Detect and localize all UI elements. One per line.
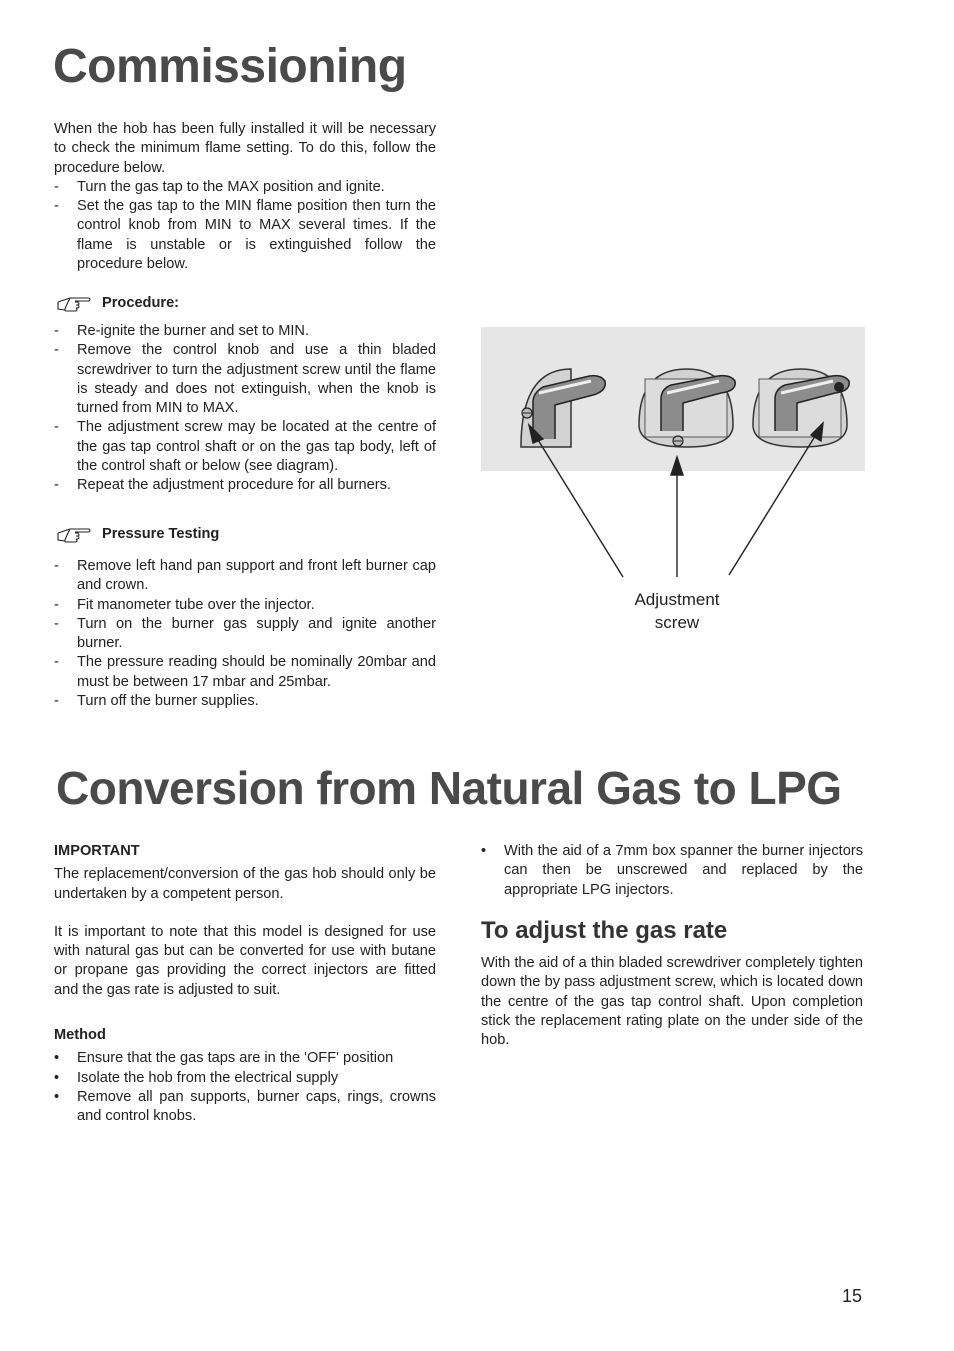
pointing-hand-icon (56, 524, 92, 544)
gas-tap-2 (639, 369, 735, 447)
conversion-title: Conversion from Natural Gas to LPG (56, 762, 842, 814)
pressure-testing-heading: Pressure Testing (56, 524, 219, 544)
pressure-steps (54, 557, 436, 711)
commissioning-intro-block (54, 120, 436, 274)
list-item: - Set the gas tap to the MIN flame position then turn the control knob from MIN to MAX several times. If the flame is unstable or is extinguished follow the procedure below. (54, 198, 436, 273)
method-heading: Method (54, 1027, 106, 1044)
list-item: • With the aid of a 7mm box spanner the burner injectors can then be unscrewed and replaced by the appropriate LPG injectors. (481, 843, 863, 898)
list-item: - The pressure reading should be nominally 20mbar and must be between 17 mbar and 25mbar. (54, 654, 436, 690)
list-item: - Remove the control knob and use a thin bladed screwdriver to turn the adjustment screw until the flame is steady and does not extinguish, when the knob is turned from MIN to MAX. (54, 342, 436, 417)
list-item: - Remove left hand pan support and front left burner cap and crown. (54, 558, 436, 594)
commissioning-title: Commissioning (53, 40, 407, 93)
list-item: • Ensure that the gas taps are in the 'OFF' position (54, 1050, 394, 1067)
important-heading: IMPORTANT (54, 843, 140, 859)
list-item: - Fit manometer tube over the injector. (54, 596, 315, 613)
gas-rate-heading: To adjust the gas rate (481, 917, 728, 944)
model-text: It is important to note that this model is designed for use with natural gas but can be converted for use with butane or propane gas providing the correct injectors are fitted and the gas rate is adjusted to suit. (54, 923, 436, 998)
commissioning-intro: When the hob has been fully installed it will be necessary to check the minimum flame setting. To do this, follow the procedure below. (54, 121, 436, 176)
list-item: - Turn off the burner supplies. (54, 693, 259, 710)
list-item: • Isolate the hob from the electrical supply (54, 1069, 339, 1086)
diagram-label-line1: Adjustment (634, 590, 720, 609)
list-item: - Re-ignite the burner and set to MIN. (54, 323, 309, 339)
procedure-steps (54, 322, 436, 496)
page-number: 15 (842, 1286, 863, 1306)
conversion-right-column (481, 842, 863, 900)
conversion-left-column (54, 842, 436, 1127)
gas-rate-text: With the aid of a thin bladed screwdriver completely tighten down the by pass adjustment screw, which is located down the centre of the gas tap control shaft. Upon completion stick the replacement rating plate on the under side of the hob. (481, 955, 863, 1049)
gas-tap-3 (753, 369, 849, 447)
list-item: - Repeat the adjustment procedure for all burners. (54, 477, 391, 494)
list-item: - Turn on the burner gas supply and ignite another burner. (54, 615, 436, 652)
list-item: - Turn the gas tap to the MAX position and ignite. (54, 178, 385, 195)
list-item: - The adjustment screw may be located at the centre of the gas tap control shaft or on the gas tap body, left of the control shaft or below (see diagram). (54, 419, 436, 475)
adjustment-screw-diagram (481, 327, 865, 637)
diagram-label-line2: screw (654, 613, 700, 632)
pointing-hand-icon (56, 293, 92, 313)
important-text: The replacement/conversion of the gas hob should only be undertaken by a competent person. (54, 866, 436, 902)
procedure-heading: Procedure: (56, 293, 179, 313)
list-item: • Remove all pan supports, burner caps, rings, crowns and control knobs. (54, 1088, 436, 1125)
gas-rate-block (481, 954, 863, 1050)
